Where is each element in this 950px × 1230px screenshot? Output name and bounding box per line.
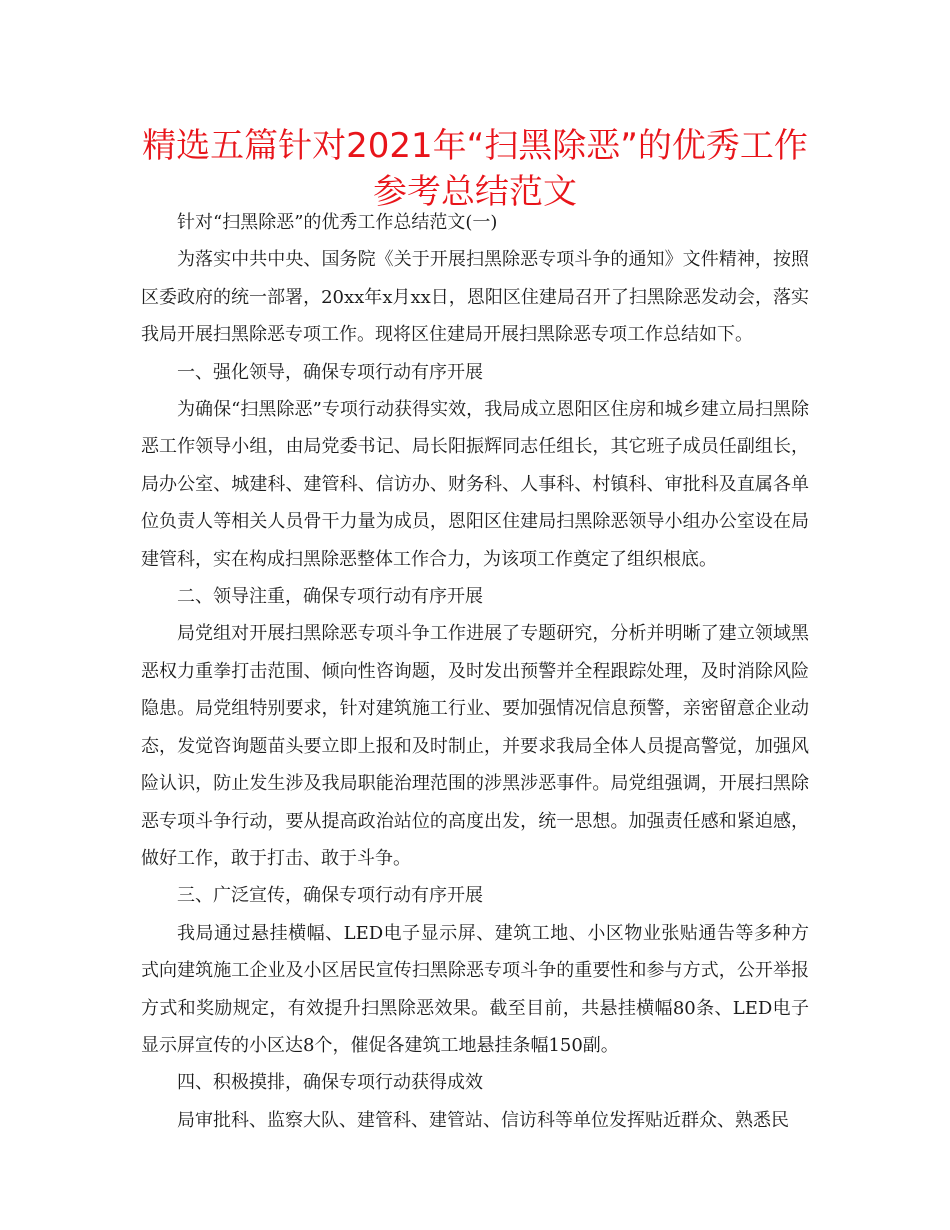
section-heading: 一、强化领导，确保专项行动有序开展 <box>177 361 483 383</box>
document-title-line1: 精选五篇针对2021年“扫黑除恶”的优秀工作 <box>142 126 808 166</box>
body-paragraph: 我局通过悬挂横幅、LED电子显示屏、建筑工地、小区物业张贴通告等多种方式向建筑施工企业及小区居民宣传扫黑除恶专项斗争的重要性和参与方式，公开举报方式和奖励规定，有效提升扫黑除恶效果。截至目前，共悬挂横幅80条、LED电子显示屏宣传的小区达8个，催促各建筑工地悬挂条幅150副。 <box>141 922 809 1056</box>
document-body <box>141 204 809 1139</box>
section-heading: 针对“扫黑除恶”的优秀工作总结范文(一) <box>177 212 498 233</box>
section-heading: 四、积极摸排，确保专项行动获得成效 <box>177 1072 483 1094</box>
section-heading: 三、广泛宣传，确保专项行动有序开展 <box>177 885 483 907</box>
body-paragraph: 局党组对开展扫黑除恶专项斗争工作进展了专题研究，分析并明晰了建立领域黑恶权力重拳打击范围、倾向性咨询题，及时发出预警并全程跟踪处理，及时消除风险隐患。局党组特别要求，针对建筑施工行业、要加强情况信息预警，亲密留意企业动态，发觉咨询题苗头要立即上报和及时制止，并要求我局全体人员提高警觉，加强风险认识，防止发生涉及我局职能治理范围的涉黑涉恶事件。局党组强调，开展扫黑除恶专项斗争行动，要从提高政治站位的高度出发，统一思想。加强责任感和紧迫感，做好工作，敢于打击、敢于斗争。 <box>141 623 809 869</box>
body-paragraph: 为确保“扫黑除恶”专项行动获得实效，我局成立恩阳区住房和城乡建立局扫黑除恶工作领导小组，由局党委书记、局长阳振辉同志任组长，其它班子成员任副组长，局办公室、城建科、建管科、信访办、财务科、人事科、村镇科、审批科及直属各单位负责人等相关人员骨干力量为成员，恩阳区住建局扫黑除恶领导小组办公室设在局建管科，实在构成扫黑除恶整体工作合力，为该项工作奠定了组织根底。 <box>141 399 809 570</box>
body-paragraph: 局审批科、监察大队、建管科、建管站、信访科等单位发挥贴近群众、熟悉民 <box>177 1109 789 1131</box>
section-heading: 二、领导注重，确保专项行动有序开展 <box>177 586 483 608</box>
document-title-line2: 参考总结范文 <box>373 172 577 212</box>
body-paragraph: 为落实中共中央、国务院《关于开展扫黑除恶专项斗争的通知》文件精神，按照区委政府的统一部署，20xx年x月xx日，恩阳区住建局召开了扫黑除恶发动会，落实我局开展扫黑除恶专项工作。现将区住建局开展扫黑除恶专项工作总结如下。 <box>141 249 809 346</box>
